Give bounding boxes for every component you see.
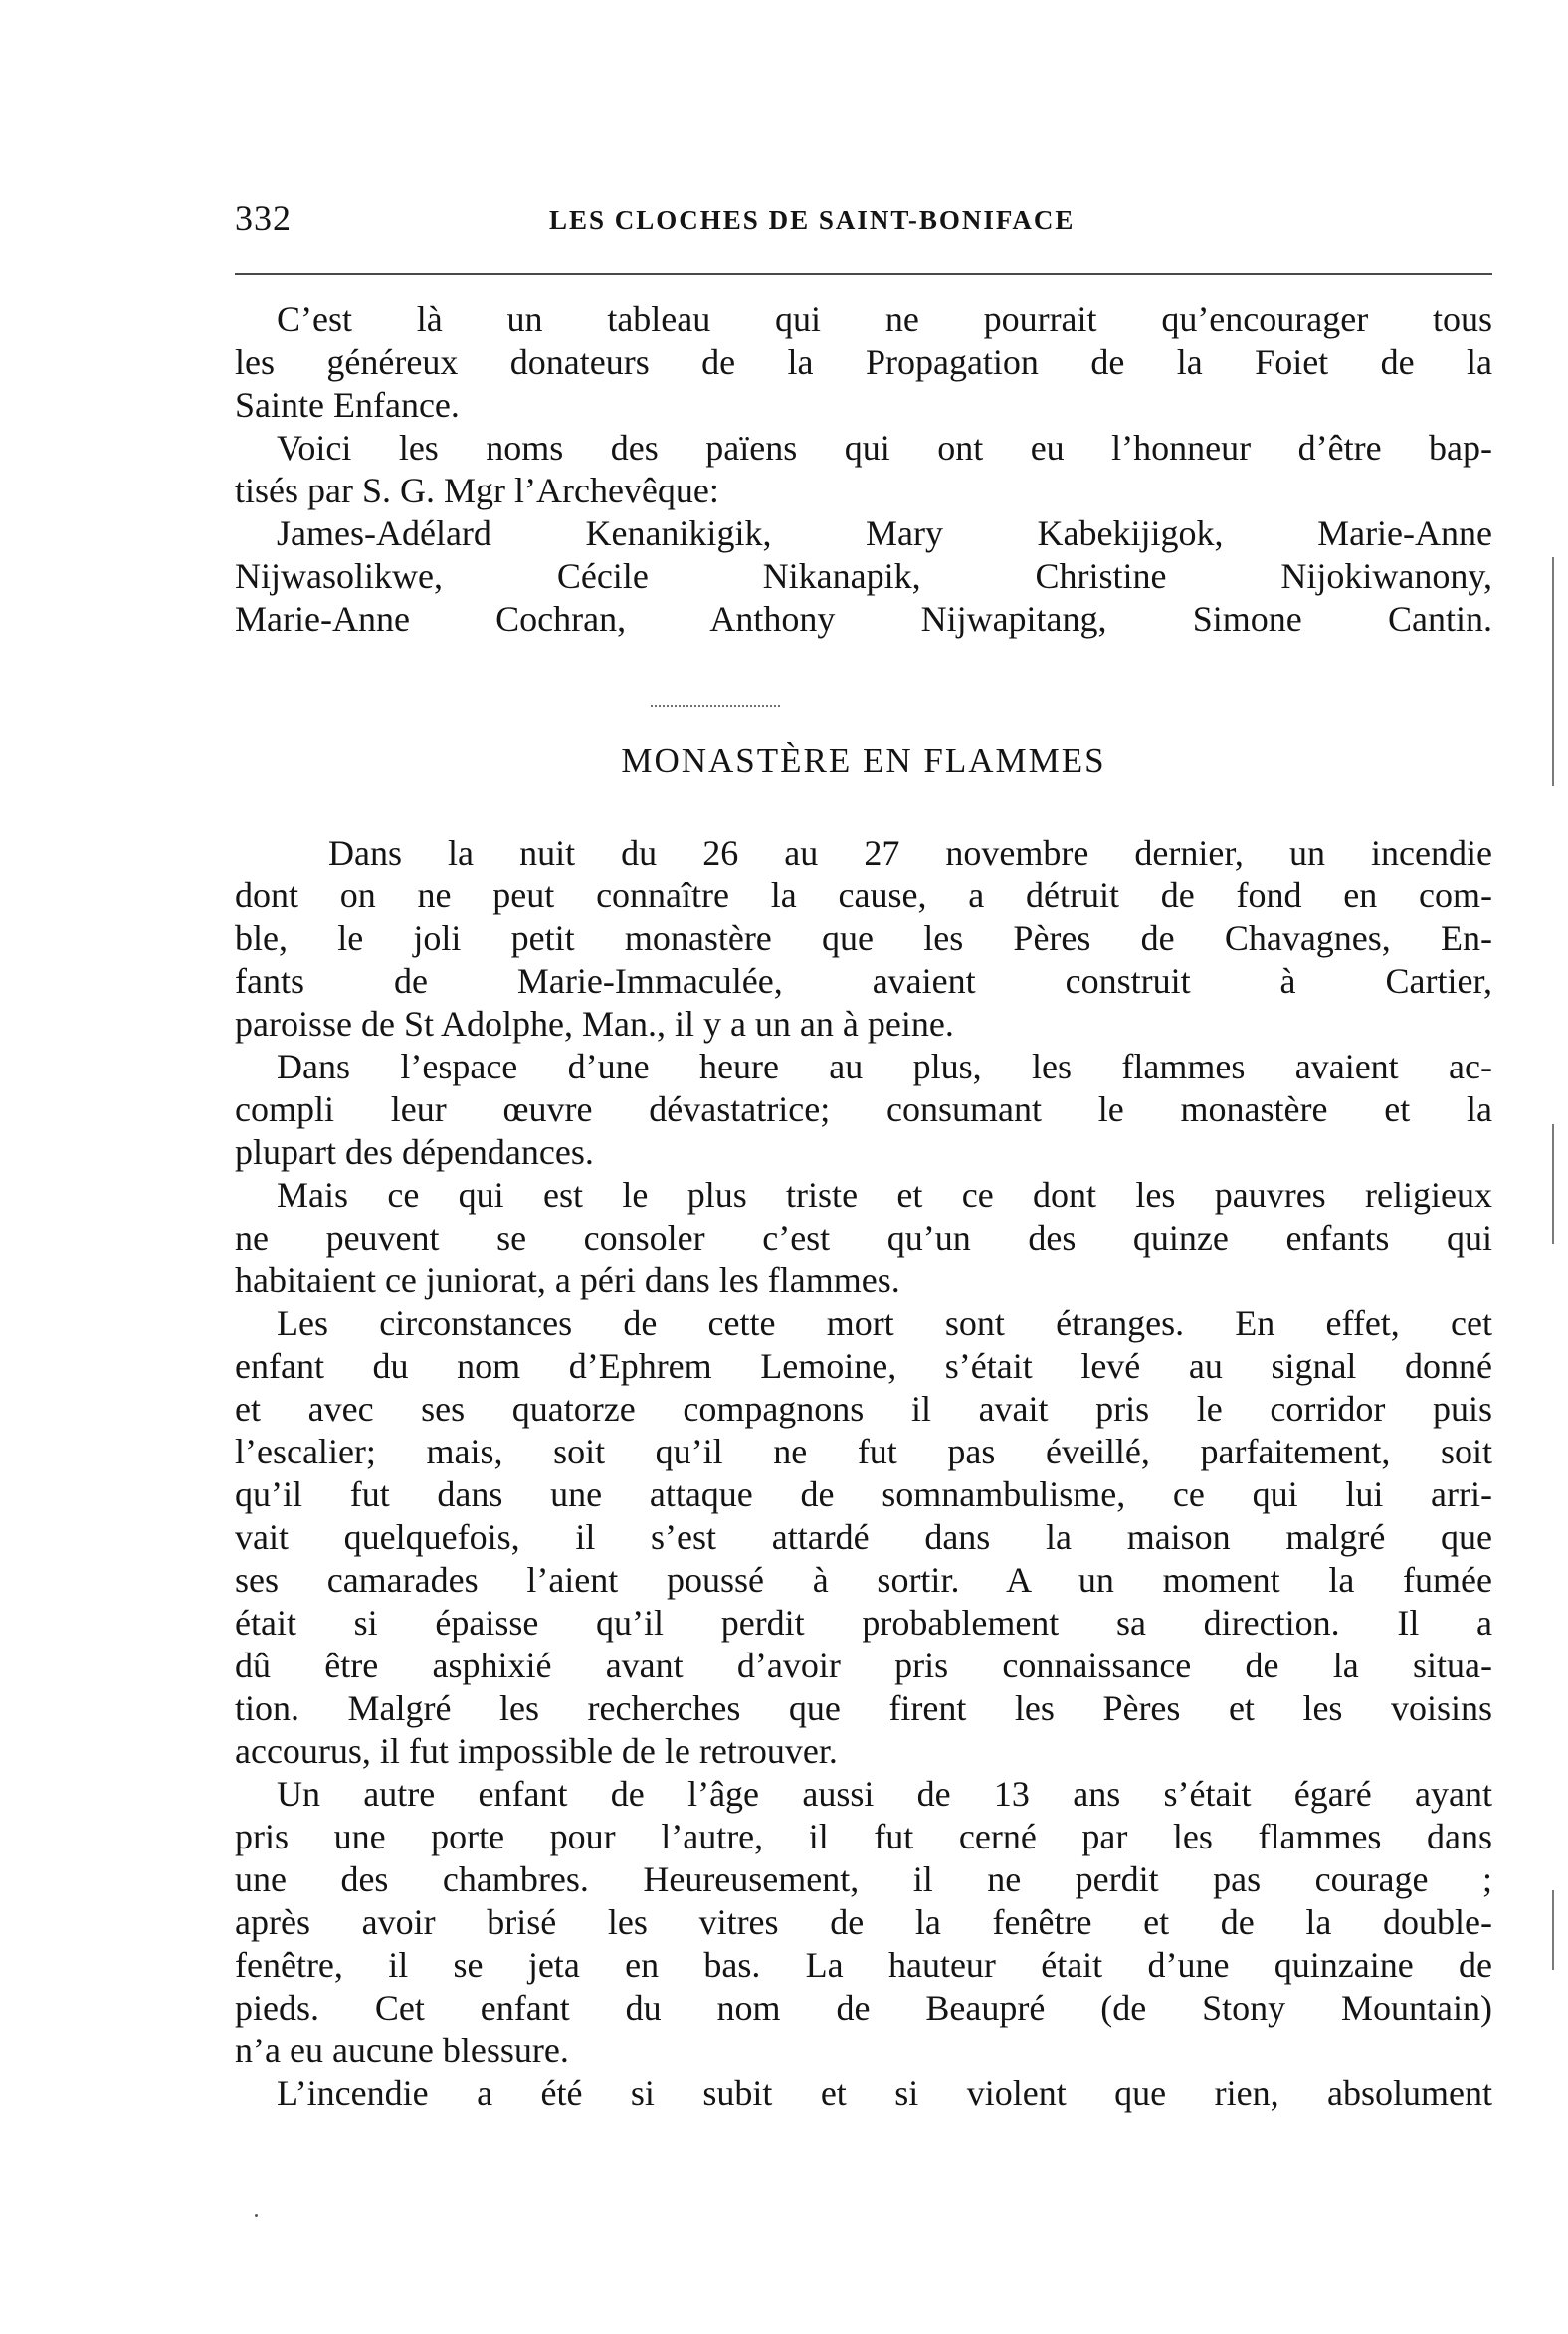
intro-paragraphs bbox=[235, 298, 1492, 641]
text-line: Les circonstances de cette mort sont étranges. En effet, cet bbox=[277, 1303, 1492, 1343]
scan-margin-mark bbox=[1552, 1890, 1554, 1970]
text-line: pieds. Cet enfant du nom de Beaupré (de Stony Mountain) bbox=[235, 1988, 1492, 2028]
scan-margin-mark bbox=[1552, 557, 1554, 786]
article-body bbox=[235, 832, 1492, 2115]
text-line: était si épaisse qu’il perdit probablement sa direction. Il a bbox=[235, 1603, 1492, 1643]
text-line: pris une porte pour l’autre, il fut cerné par les flammes dans bbox=[235, 1817, 1492, 1856]
text-line: enfant du nom d’Ephrem Lemoine, s’était levé au signal donné bbox=[235, 1346, 1492, 1386]
text-line: n’a eu aucune blessure. bbox=[235, 2031, 569, 2070]
text-line: ble, le joli petit monastère que les Pères de Chavagnes, En- bbox=[235, 918, 1492, 958]
text-line: vait quelquefois, il s’est attardé dans la maison malgré que bbox=[235, 1517, 1492, 1557]
text-line: ses camarades l’aient poussé à sortir. A un moment la fumée bbox=[235, 1560, 1492, 1600]
page-number: 332 bbox=[235, 198, 292, 238]
text-line: fenêtre, il se jeta en bas. La hauteur était d’une quinzaine de bbox=[235, 1945, 1492, 1985]
section-divider bbox=[651, 705, 780, 707]
text-line: dû être asphixié avant d’avoir pris connaissance de la situa- bbox=[235, 1646, 1492, 1685]
text-line: tion. Malgré les recherches que firent les Pères et les voisins bbox=[235, 1688, 1492, 1728]
running-title: LES CLOCHES DE SAINT-BONIFACE bbox=[549, 205, 1076, 235]
text-line: C’est là un tableau qui ne pourrait qu’encourager tous bbox=[277, 299, 1492, 339]
text-line: paroisse de St Adolphe, Man., il y a un an à peine. bbox=[235, 1004, 954, 1044]
text-line: L’incendie a été si subit et si violent que rien, absolument bbox=[277, 2073, 1492, 2113]
text-line: l’escalier; mais, soit qu’il ne fut pas éveillé, parfaitement, soit bbox=[235, 1432, 1492, 1471]
text-line: Dans l’espace d’une heure au plus, les flammes avaient ac- bbox=[277, 1047, 1492, 1086]
text-line: Un autre enfant de l’âge aussi de 13 ans s’était égaré ayant bbox=[277, 1774, 1492, 1814]
text-line: une des chambres. Heureusement, il ne perdit pas courage ; bbox=[235, 1859, 1492, 1899]
text-line: et avec ses quatorze compagnons il avait pris le corridor puis bbox=[235, 1389, 1492, 1429]
page-header bbox=[235, 197, 1492, 247]
text-line: Sainte Enfance. bbox=[235, 385, 460, 425]
scan-margin-mark bbox=[1552, 1124, 1554, 1244]
section-title: MONASTÈRE EN FLAMMES bbox=[621, 741, 1106, 780]
scan-speck bbox=[255, 2214, 258, 2217]
header-rule bbox=[235, 273, 1492, 275]
text-line: Mais ce qui est le plus triste et ce dont les pauvres religieux bbox=[277, 1175, 1492, 1215]
text-line: fants de Marie-Immaculée, avaient construit à Cartier, bbox=[235, 961, 1492, 1001]
text-line: compli leur œuvre dévastatrice; consumant le monastère et la bbox=[235, 1089, 1492, 1129]
text-line: James-Adélard Kenanikigik, Mary Kabekijigok, Marie-Anne bbox=[277, 513, 1492, 553]
text-line: les généreux donateurs de la Propagation de la Foiet de la bbox=[235, 342, 1492, 382]
text-line: Nijwasolikwe, Cécile Nikanapik, Christine Nijokiwanony, bbox=[235, 556, 1492, 596]
text-line: Voici les noms des païens qui ont eu l’honneur d’être bap- bbox=[277, 428, 1492, 468]
text-line: dont on ne peut connaître la cause, a détruit de fond en com- bbox=[235, 875, 1492, 915]
text-line: ne peuvent se consoler c’est qu’un des quinze enfants qui bbox=[235, 1218, 1492, 1258]
text-line: accourus, il fut impossible de le retrouver. bbox=[235, 1731, 838, 1771]
text-line: plupart des dépendances. bbox=[235, 1132, 594, 1172]
text-line: Dans la nuit du 26 au 27 novembre dernier, un incendie bbox=[328, 833, 1492, 873]
text-line: tisés par S. G. Mgr l’Archevêque: bbox=[235, 471, 719, 510]
text-line: qu’il fut dans une attaque de somnambulisme, ce qui lui arri- bbox=[235, 1474, 1492, 1514]
text-line: Marie-Anne Cochran, Anthony Nijwapitang, Simone Cantin. bbox=[235, 599, 1492, 639]
text-line: après avoir brisé les vitres de la fenêtre et de la double- bbox=[235, 1902, 1492, 1942]
text-line: habitaient ce juniorat, a péri dans les flammes. bbox=[235, 1261, 900, 1300]
